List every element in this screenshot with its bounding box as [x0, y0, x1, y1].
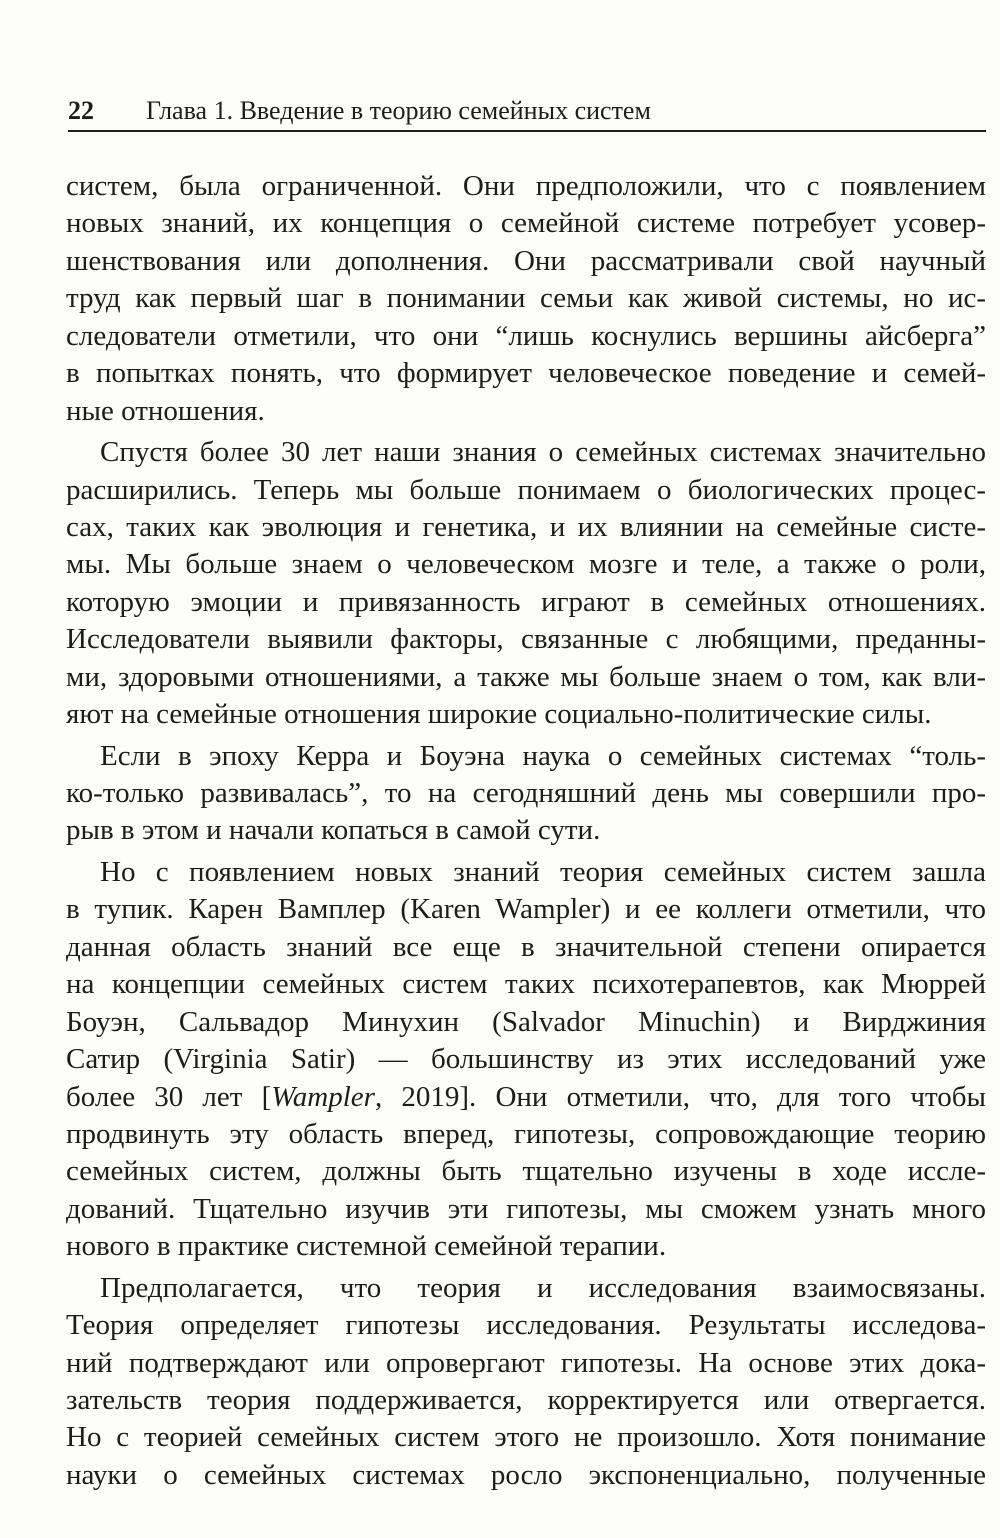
text-line: продвинуть эту область вперед, гипотезы, сопровождающие теорию	[66, 1117, 986, 1150]
text-line: на концепции семейных систем таких психотерапевтов, как Мюррей	[66, 968, 986, 1001]
body-text	[66, 168, 986, 1494]
text-line: Если в эпоху Керра и Боуэна наука о семейных системах “толь-	[100, 739, 986, 772]
text-line: мы. Мы больше знаем о человеческом мозге и теле, а также о роли,	[66, 548, 986, 581]
text-line: Но с теорией семейных систем этого не произошло. Хотя понимание	[66, 1421, 986, 1454]
citation-author: Wampler	[271, 1080, 375, 1113]
text-line: ний подтверждают или опровергают гипотезы. На основе этих дока-	[66, 1346, 986, 1379]
running-header	[68, 92, 986, 132]
text-line: яют на семейные отношения широкие социально-политические силы.	[66, 698, 932, 731]
text-line: зательств теория поддерживается, корректируется или отвергается.	[66, 1384, 986, 1416]
text-line: которую эмоции и привязанность играют в семейных отношениях.	[66, 585, 986, 618]
text-line: новых знаний, их концепция о семейной системе потребует усовер-	[66, 207, 986, 240]
text-line: Спустя более 30 лет наши знания о семейных системах значительно	[100, 436, 986, 469]
text-line: труд как первый шаг в понимании семьи как живой системы, но ис-	[66, 282, 986, 315]
text-line: Исследователи выявили факторы, связанные с любящими, преданны-	[66, 623, 986, 656]
text-line: следователи отметили, что они “лишь коснулись вершины айсберга”	[66, 319, 986, 352]
text-line: нового в практике системной семейной терапии.	[66, 1230, 667, 1263]
text-line: шенствования или дополнения. Они рассматривали свой научный	[66, 244, 986, 277]
text-line: данная область знаний все еще в значительной степени опирается	[66, 930, 986, 963]
text-line: систем, была ограниченной. Они предположили, что с появлением	[66, 170, 986, 202]
text-line: Сатир (Virginia Satir) — большинству из этих исследований уже	[66, 1043, 986, 1076]
text-line: семейных систем, должны быть тщательно изучены в ходе иссле-	[66, 1155, 986, 1188]
text-line: Предполагается, что теория и исследования взаимосвязаны.	[100, 1271, 986, 1304]
citation-before: более 30 лет [	[66, 1080, 272, 1113]
text-line: сах, таких как эволюция и генетика, и их влиянии на семейные систе-	[66, 510, 986, 543]
paragraph-2	[66, 434, 986, 734]
text-line: ми, здоровыми отношениями, а также мы больше знаем о том, как вли-	[66, 660, 986, 693]
text-line: Но с появлением новых знаний теория семейных систем зашла	[100, 855, 986, 888]
text-line: в тупик. Карен Вамплер (Karen Wampler) и ее коллеги отметили, что	[66, 893, 986, 926]
paragraph-5	[66, 1270, 986, 1495]
paragraph-3	[66, 738, 986, 850]
chapter-title: Глава 1. Введение в теорию семейных систем	[146, 96, 651, 125]
text-line: расширились. Теперь мы больше понимаем о биологических процес-	[66, 473, 986, 506]
page-number: 22	[68, 96, 94, 125]
citation-line	[66, 1079, 986, 1116]
text-line: дований. Тщательно изучив эти гипотезы, мы сможем узнать много	[66, 1192, 986, 1225]
text-line: ные отношения.	[66, 394, 265, 427]
citation-after: , 2019]. Они отметили, что, для того чтобы	[374, 1080, 986, 1113]
text-line: в попытках понять, что формирует человеческое поведение и семей-	[66, 357, 986, 390]
text-line: Боуэн, Сальвадор Минухин (Salvador Minuchin) и Вирджиния	[66, 1005, 986, 1038]
paragraph-4	[66, 854, 986, 1266]
text-line: науки о семейных системах росло экспоненциально, полученные	[66, 1458, 986, 1491]
text-line: рыв в этом и начали копаться в самой сути.	[66, 814, 601, 847]
paragraph-1	[66, 168, 986, 430]
text-line: ко-только развивалась”, то на сегодняшний день мы совершили про-	[66, 777, 986, 809]
text-line: Теория определяет гипотезы исследования. Результаты исследова-	[66, 1309, 986, 1342]
